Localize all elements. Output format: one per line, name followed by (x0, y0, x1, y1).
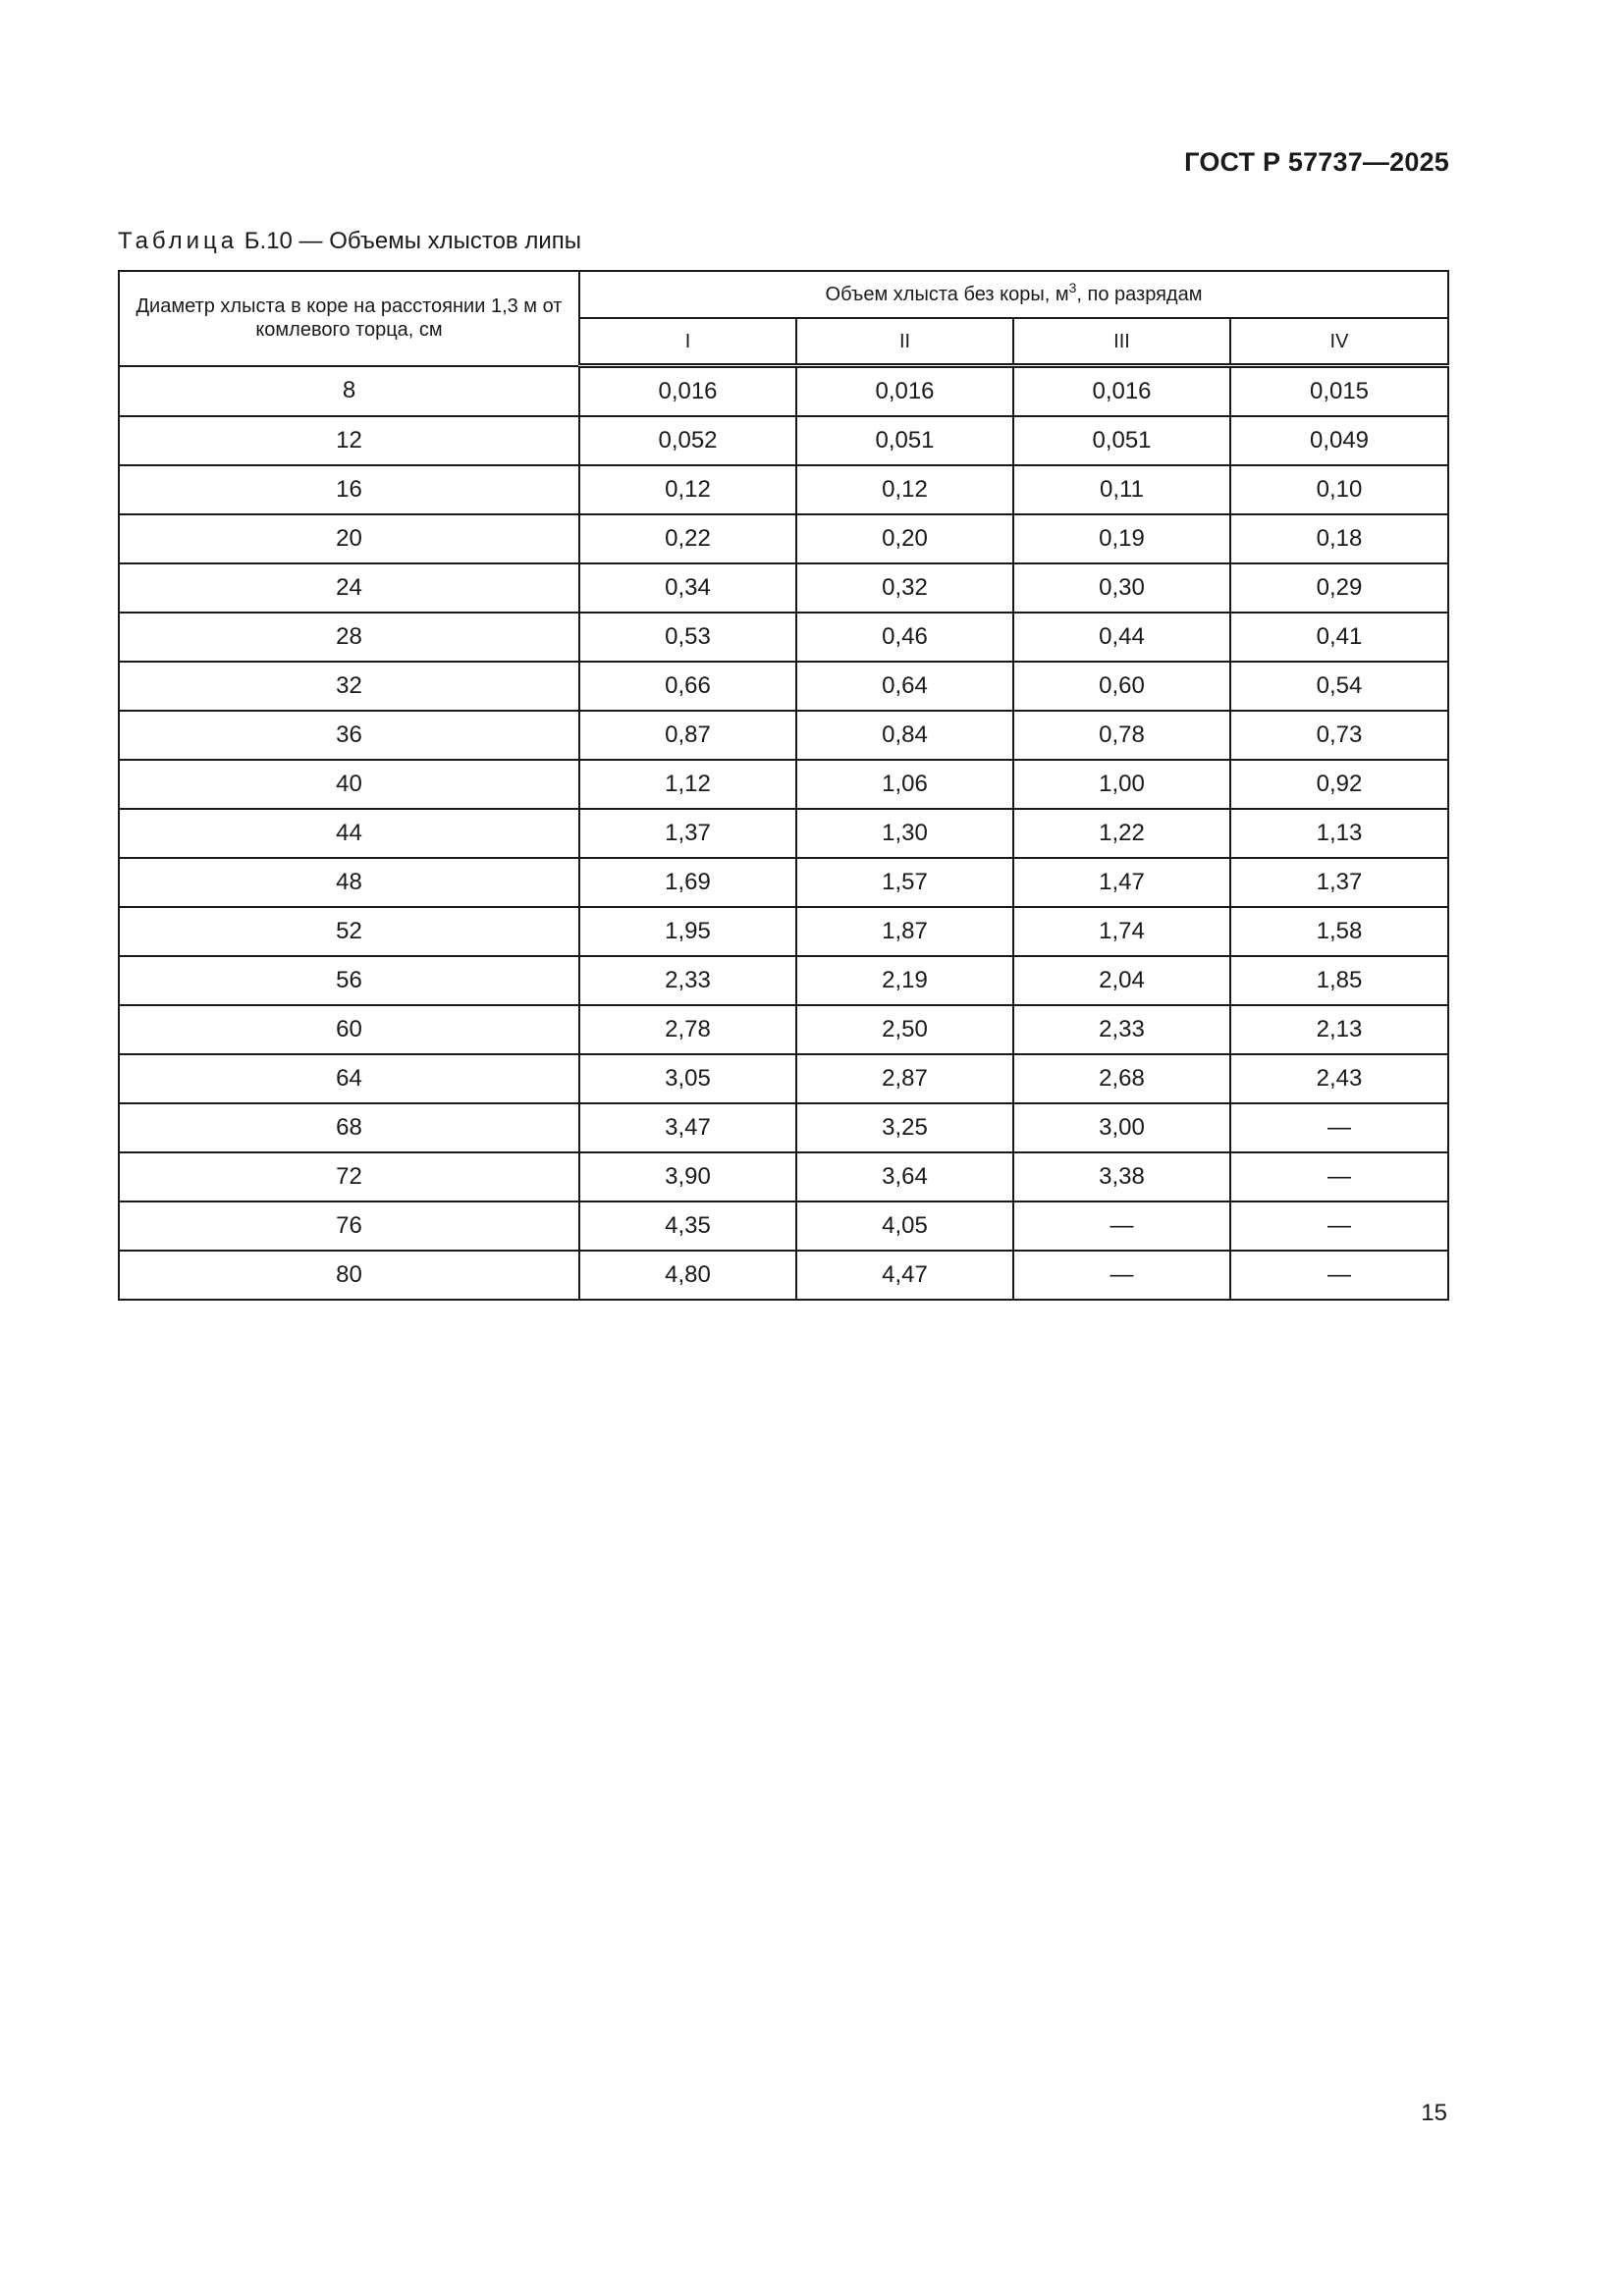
cell-class-4: — (1230, 1152, 1448, 1201)
cell-class-3: 2,33 (1013, 1005, 1230, 1054)
cell-class-4: 0,54 (1230, 662, 1448, 711)
header-class-1: I (579, 318, 796, 366)
cell-class-3: 2,68 (1013, 1054, 1230, 1103)
table-row (119, 366, 1448, 417)
header-volume-main: Объем хлыста без коры, м (825, 284, 1069, 305)
cell-class-3: 1,22 (1013, 809, 1230, 858)
page-number: 15 (1421, 2100, 1447, 2126)
cell-diameter: 36 (119, 711, 579, 760)
cell-class-1: 0,12 (579, 465, 796, 514)
cell-class-2: 0,051 (796, 416, 1013, 465)
header-volume (579, 271, 1448, 318)
table-row (119, 956, 1448, 1005)
cell-class-3: 0,44 (1013, 613, 1230, 662)
cell-class-4: 2,43 (1230, 1054, 1448, 1103)
cell-diameter: 56 (119, 956, 579, 1005)
cell-diameter: 68 (119, 1103, 579, 1152)
cell-class-3: — (1013, 1201, 1230, 1251)
cell-diameter: 64 (119, 1054, 579, 1103)
table-row (119, 1005, 1448, 1054)
cell-class-4: 0,73 (1230, 711, 1448, 760)
stem-volume-table (118, 270, 1449, 1301)
cell-diameter: 72 (119, 1152, 579, 1201)
cell-class-2: 1,57 (796, 858, 1013, 907)
document-code: ГОСТ Р 57737—2025 (1184, 147, 1449, 177)
cell-diameter: 12 (119, 416, 579, 465)
table-row (119, 711, 1448, 760)
cell-class-4: 0,92 (1230, 760, 1448, 809)
cell-class-2: 3,25 (796, 1103, 1013, 1152)
cell-class-1: 3,05 (579, 1054, 796, 1103)
caption-text: Б.10 — Объемы хлыстов липы (238, 228, 582, 254)
cell-class-4: 1,85 (1230, 956, 1448, 1005)
table-row (119, 514, 1448, 563)
table-row (119, 662, 1448, 711)
cell-class-3: 0,016 (1013, 366, 1230, 417)
cell-class-2: 0,46 (796, 613, 1013, 662)
cell-class-4: 1,13 (1230, 809, 1448, 858)
table-row (119, 563, 1448, 613)
cell-diameter: 60 (119, 1005, 579, 1054)
cell-class-3: — (1013, 1251, 1230, 1300)
cell-class-2: 1,30 (796, 809, 1013, 858)
cell-class-4: 0,18 (1230, 514, 1448, 563)
caption-prefix: Таблица (118, 228, 239, 254)
cell-class-3: 0,11 (1013, 465, 1230, 514)
cell-class-3: 3,38 (1013, 1152, 1230, 1201)
cell-class-1: 0,22 (579, 514, 796, 563)
table-row (119, 858, 1448, 907)
cell-class-1: 1,12 (579, 760, 796, 809)
header-volume-tail: , по разрядам (1076, 284, 1203, 305)
cell-class-4: — (1230, 1251, 1448, 1300)
table-row (119, 1201, 1448, 1251)
cell-class-1: 0,66 (579, 662, 796, 711)
cell-class-2: 0,20 (796, 514, 1013, 563)
cell-class-3: 1,47 (1013, 858, 1230, 907)
cell-diameter: 20 (119, 514, 579, 563)
table-row (119, 613, 1448, 662)
cell-class-1: 0,53 (579, 613, 796, 662)
cell-class-3: 1,00 (1013, 760, 1230, 809)
cell-class-1: 2,33 (579, 956, 796, 1005)
table-row (119, 1251, 1448, 1300)
header-diameter: Диаметр хлыста в коре на расстоянии 1,3 м от комлевого торца, см (119, 271, 579, 366)
cell-class-4: — (1230, 1201, 1448, 1251)
cell-class-3: 2,04 (1013, 956, 1230, 1005)
cell-class-1: 4,35 (579, 1201, 796, 1251)
cell-class-1: 0,016 (579, 366, 796, 417)
table-row (119, 760, 1448, 809)
cell-diameter: 8 (119, 366, 579, 417)
cell-class-2: 2,19 (796, 956, 1013, 1005)
cell-class-4: 0,10 (1230, 465, 1448, 514)
cell-class-2: 0,016 (796, 366, 1013, 417)
cell-class-4: 1,37 (1230, 858, 1448, 907)
cell-class-4: 0,41 (1230, 613, 1448, 662)
cell-class-3: 0,78 (1013, 711, 1230, 760)
header-volume-sup: 3 (1068, 280, 1077, 295)
cell-diameter: 28 (119, 613, 579, 662)
table-body (119, 366, 1448, 1301)
table-row (119, 1054, 1448, 1103)
table-caption (118, 228, 581, 255)
table-row (119, 907, 1448, 956)
cell-class-3: 0,19 (1013, 514, 1230, 563)
cell-class-1: 0,87 (579, 711, 796, 760)
cell-diameter: 32 (119, 662, 579, 711)
cell-class-4: — (1230, 1103, 1448, 1152)
cell-class-1: 1,95 (579, 907, 796, 956)
cell-class-1: 2,78 (579, 1005, 796, 1054)
cell-class-1: 3,90 (579, 1152, 796, 1201)
cell-diameter: 16 (119, 465, 579, 514)
table-row (119, 1152, 1448, 1201)
cell-class-2: 2,50 (796, 1005, 1013, 1054)
cell-class-4: 0,29 (1230, 563, 1448, 613)
cell-class-2: 1,87 (796, 907, 1013, 956)
cell-class-2: 0,84 (796, 711, 1013, 760)
cell-class-4: 0,049 (1230, 416, 1448, 465)
cell-class-3: 0,30 (1013, 563, 1230, 613)
cell-class-3: 0,051 (1013, 416, 1230, 465)
cell-class-2: 4,05 (796, 1201, 1013, 1251)
cell-class-1: 0,34 (579, 563, 796, 613)
cell-class-1: 1,37 (579, 809, 796, 858)
cell-diameter: 24 (119, 563, 579, 613)
cell-class-3: 3,00 (1013, 1103, 1230, 1152)
table-row (119, 809, 1448, 858)
cell-class-4: 2,13 (1230, 1005, 1448, 1054)
table-row (119, 465, 1448, 514)
cell-class-4: 1,58 (1230, 907, 1448, 956)
cell-class-2: 0,32 (796, 563, 1013, 613)
cell-class-1: 4,80 (579, 1251, 796, 1300)
header-class-2: II (796, 318, 1013, 366)
cell-diameter: 80 (119, 1251, 579, 1300)
cell-class-2: 1,06 (796, 760, 1013, 809)
header-class-3: III (1013, 318, 1230, 366)
cell-class-2: 0,12 (796, 465, 1013, 514)
cell-class-4: 0,015 (1230, 366, 1448, 417)
cell-class-1: 3,47 (579, 1103, 796, 1152)
cell-class-1: 0,052 (579, 416, 796, 465)
cell-class-2: 2,87 (796, 1054, 1013, 1103)
cell-class-2: 4,47 (796, 1251, 1013, 1300)
cell-diameter: 40 (119, 760, 579, 809)
cell-diameter: 44 (119, 809, 579, 858)
cell-class-3: 1,74 (1013, 907, 1230, 956)
cell-class-2: 3,64 (796, 1152, 1013, 1201)
table-row (119, 1103, 1448, 1152)
cell-diameter: 48 (119, 858, 579, 907)
cell-class-2: 0,64 (796, 662, 1013, 711)
cell-diameter: 76 (119, 1201, 579, 1251)
header-class-4: IV (1230, 318, 1448, 366)
table-row (119, 416, 1448, 465)
cell-diameter: 52 (119, 907, 579, 956)
cell-class-3: 0,60 (1013, 662, 1230, 711)
cell-class-1: 1,69 (579, 858, 796, 907)
